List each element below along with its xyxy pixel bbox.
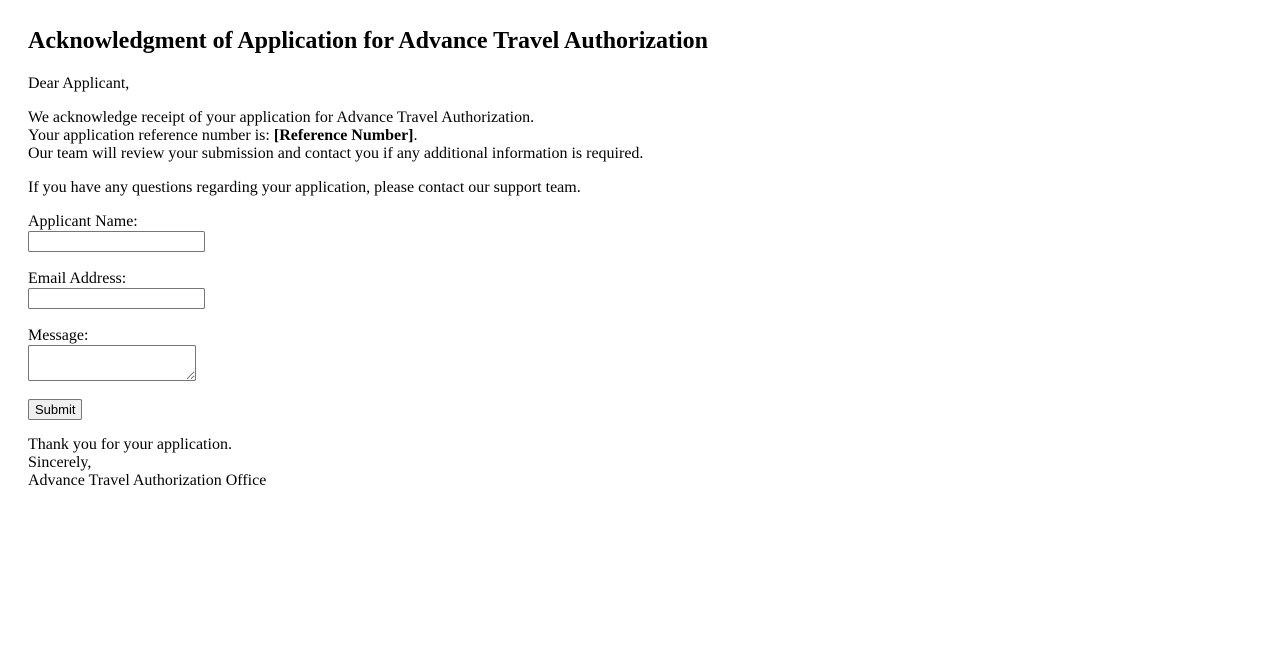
reference-prefix: Your application reference number is: <box>28 127 274 144</box>
greeting-text: Dear Applicant, <box>28 75 130 92</box>
reference-number: [Reference Number] <box>273 127 414 144</box>
email-address-input[interactable] <box>28 288 205 309</box>
message-label: Message: <box>28 327 89 344</box>
applicant-name-label: Applicant Name: <box>28 213 138 230</box>
closing-block <box>28 436 266 490</box>
acknowledgment-line: We acknowledge receipt of your application for Advance Travel Authorization. <box>28 109 535 126</box>
thank-you-text: Thank you for your application. <box>28 436 232 453</box>
review-line: Our team will review your submission and contact you if any additional information is required. <box>28 145 644 162</box>
submit-button[interactable]: Submit <box>28 399 82 420</box>
page-title: Acknowledgment of Application for Advance Travel Authorization <box>28 28 709 54</box>
support-paragraph: If you have any questions regarding your application, please contact our support team. <box>28 179 581 196</box>
sign-off-text: Sincerely, <box>28 454 92 471</box>
reference-suffix: . <box>413 127 418 144</box>
signature-text: Advance Travel Authorization Office <box>28 472 267 489</box>
acknowledgment-paragraph <box>28 109 643 163</box>
applicant-name-input[interactable] <box>28 231 205 252</box>
message-textarea[interactable] <box>28 345 196 381</box>
email-address-label: Email Address: <box>28 270 127 287</box>
